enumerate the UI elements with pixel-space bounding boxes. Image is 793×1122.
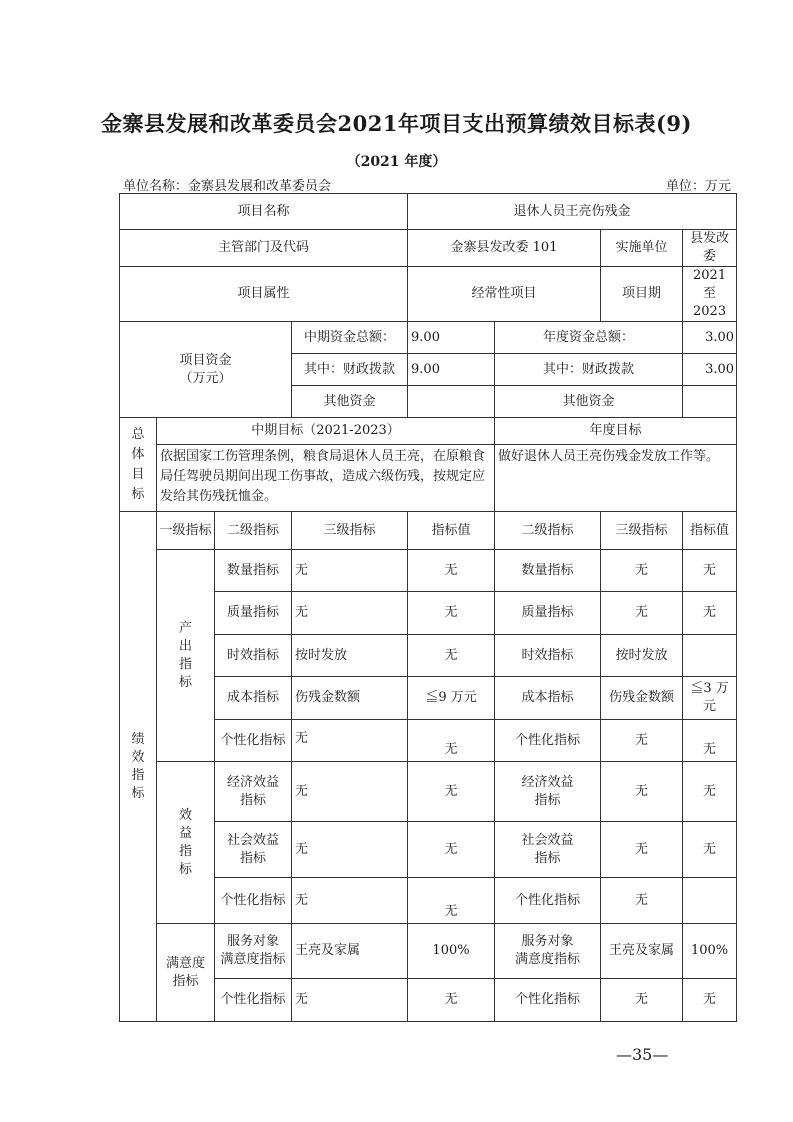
annual-value-cell: 无 xyxy=(683,979,737,1022)
value-cell: 无 xyxy=(408,635,495,677)
midterm-other-label: 其他资金 xyxy=(292,386,408,418)
value-cell: 无 xyxy=(408,762,495,822)
mid-goal-header: 中期目标（2021-2023） xyxy=(157,418,495,445)
funds-row-total xyxy=(120,322,737,354)
perf-indicator-label: 绩 效 指 标 xyxy=(120,512,157,1022)
indicator-row xyxy=(120,762,737,822)
value-cell: 无 xyxy=(408,822,495,878)
annual-value-cell: 无 xyxy=(683,762,737,822)
project-funds-label: 项目资金 （万元） xyxy=(120,322,292,418)
level3-header: 三级指标 xyxy=(292,512,408,550)
annual-fiscal-value: 3.00 xyxy=(683,354,737,386)
level3-cell: 无 xyxy=(292,979,408,1022)
level3-cell: 无 xyxy=(292,720,408,762)
annual-level2-cell: 成本指标 xyxy=(495,677,601,720)
annual-level2-cell: 时效指标 xyxy=(495,635,601,677)
annual-level2-cell: 经济效益 指标 xyxy=(495,762,601,822)
annual-total-label: 年度资金总额： xyxy=(495,322,683,354)
level3-cell: 无 xyxy=(292,550,408,592)
level3-cell: 无 xyxy=(292,878,408,924)
annual-value-cell xyxy=(683,635,737,677)
goal-content-row xyxy=(120,445,737,512)
level2-cell: 经济效益 指标 xyxy=(215,762,292,822)
dept-code-value: 金寨县发改委 101 xyxy=(408,230,601,267)
project-period-label: 项目期 xyxy=(601,267,683,322)
annual-goal-header: 年度目标 xyxy=(495,418,737,445)
annual-level3-cell: 王亮及家属 xyxy=(601,924,683,979)
annual-level2-cell: 质量指标 xyxy=(495,592,601,635)
indicator-header-row xyxy=(120,512,737,550)
output-indicator-label: 产 出 指 标 xyxy=(157,550,215,762)
annual-level2-cell: 个性化指标 xyxy=(495,720,601,762)
midterm-fiscal-value: 9.00 xyxy=(408,354,495,386)
value-header: 指标值 xyxy=(408,512,495,550)
annual-level3-cell: 无 xyxy=(601,592,683,635)
mid-goal-text: 依据国家工伤管理条例，粮食局退休人员王亮，在原粮食局任驾驶员期间出现工伤事故，造成六级伤残，按规定应发给其伤残抚恤金。 xyxy=(157,445,495,512)
satisfaction-indicator-label: 满意度 指标 xyxy=(157,924,215,1022)
project-name-value: 退休人员王亮伤残金 xyxy=(408,194,737,230)
page-number: —35— xyxy=(616,1045,669,1064)
value-cell: 无 xyxy=(408,878,495,924)
annual-level2-cell: 社会效益 指标 xyxy=(495,822,601,878)
annual-value-cell: 无 xyxy=(683,720,737,762)
annual-level2-header: 二级指标 xyxy=(495,512,601,550)
goal-header-row xyxy=(120,418,737,445)
level3-cell: 无 xyxy=(292,822,408,878)
annual-level3-cell: 无 xyxy=(601,878,683,924)
page-title: 金寨县发展和改革委员会2021年项目支出预算绩效目标表(9) xyxy=(101,111,692,136)
level2-cell: 个性化指标 xyxy=(215,878,292,924)
performance-target-table xyxy=(119,193,736,1007)
benefit-indicator-label: 效 益 指 标 xyxy=(157,762,215,924)
level2-cell: 成本指标 xyxy=(215,677,292,720)
annual-value-cell: 无 xyxy=(683,592,737,635)
unit-name: 单位名称：金寨县发展和改革委员会 xyxy=(123,179,332,194)
annual-level3-cell: 按时发放 xyxy=(601,635,683,677)
annual-total-value: 3.00 xyxy=(683,322,737,354)
impl-unit-value: 县发改委 xyxy=(683,230,737,267)
level1-header: 一级指标 xyxy=(157,512,215,550)
annual-level3-cell: 伤残金数额 xyxy=(601,677,683,720)
midterm-total-label: 中期资金总额： xyxy=(292,322,408,354)
level2-cell: 个性化指标 xyxy=(215,979,292,1022)
project-attr-value: 经常性项目 xyxy=(408,267,601,322)
level2-cell: 社会效益 指标 xyxy=(215,822,292,878)
value-cell: 无 xyxy=(408,720,495,762)
value-cell: 100% xyxy=(408,924,495,979)
annual-level3-cell: 无 xyxy=(601,550,683,592)
attr-row xyxy=(120,267,737,322)
annual-value-cell: ≦3 万元 xyxy=(683,677,737,720)
value-cell: 无 xyxy=(408,550,495,592)
project-period-value: 2021 至 2023 xyxy=(683,267,737,322)
level2-cell: 质量指标 xyxy=(215,592,292,635)
project-attr-label: 项目属性 xyxy=(120,267,408,322)
value-cell: 无 xyxy=(408,979,495,1022)
annual-level2-cell: 数量指标 xyxy=(495,550,601,592)
overall-goal-label: 总 体 目 标 xyxy=(120,418,157,512)
indicator-row xyxy=(120,924,737,979)
annual-other-label: 其他资金 xyxy=(495,386,683,418)
indicator-row xyxy=(120,550,737,592)
level3-cell: 按时发放 xyxy=(292,635,408,677)
annual-level3-cell: 无 xyxy=(601,762,683,822)
money-unit: 单位：万元 xyxy=(665,179,731,194)
midterm-total-value: 9.00 xyxy=(408,322,495,354)
annual-value-header: 指标值 xyxy=(683,512,737,550)
annual-level3-cell: 无 xyxy=(601,720,683,762)
annual-level3-cell: 无 xyxy=(601,822,683,878)
annual-other-value xyxy=(683,386,737,418)
midterm-other-value xyxy=(408,386,495,418)
project-name-row xyxy=(120,194,737,230)
annual-level3-cell: 无 xyxy=(601,979,683,1022)
project-name-label: 项目名称 xyxy=(120,194,408,230)
annual-value-cell: 无 xyxy=(683,822,737,878)
year-subtitle: （2021 年度） xyxy=(346,154,447,170)
impl-unit-label: 实施单位 xyxy=(601,230,683,267)
level3-cell: 无 xyxy=(292,592,408,635)
level3-cell: 王亮及家属 xyxy=(292,924,408,979)
dept-code-label: 主管部门及代码 xyxy=(120,230,408,267)
annual-value-cell: 无 xyxy=(683,550,737,592)
midterm-fiscal-label: 其中：财政拨款 xyxy=(292,354,408,386)
value-cell: 无 xyxy=(408,592,495,635)
dept-row xyxy=(120,230,737,267)
annual-value-cell xyxy=(683,878,737,924)
level3-cell: 伤残金数额 xyxy=(292,677,408,720)
level2-cell: 数量指标 xyxy=(215,550,292,592)
level2-cell: 个性化指标 xyxy=(215,720,292,762)
level3-cell: 无 xyxy=(292,762,408,822)
annual-goal-text: 做好退休人员王亮伤残金发放工作等。 xyxy=(495,445,737,512)
annual-fiscal-label: 其中：财政拨款 xyxy=(495,354,683,386)
value-cell: ≦9 万元 xyxy=(408,677,495,720)
annual-level2-cell: 服务对象 满意度指标 xyxy=(495,924,601,979)
level2-cell: 时效指标 xyxy=(215,635,292,677)
annual-level2-cell: 个性化指标 xyxy=(495,979,601,1022)
level2-header: 二级指标 xyxy=(215,512,292,550)
annual-level3-header: 三级指标 xyxy=(601,512,683,550)
annual-level2-cell: 个性化指标 xyxy=(495,878,601,924)
level2-cell: 服务对象 满意度指标 xyxy=(215,924,292,979)
annual-value-cell: 100% xyxy=(683,924,737,979)
